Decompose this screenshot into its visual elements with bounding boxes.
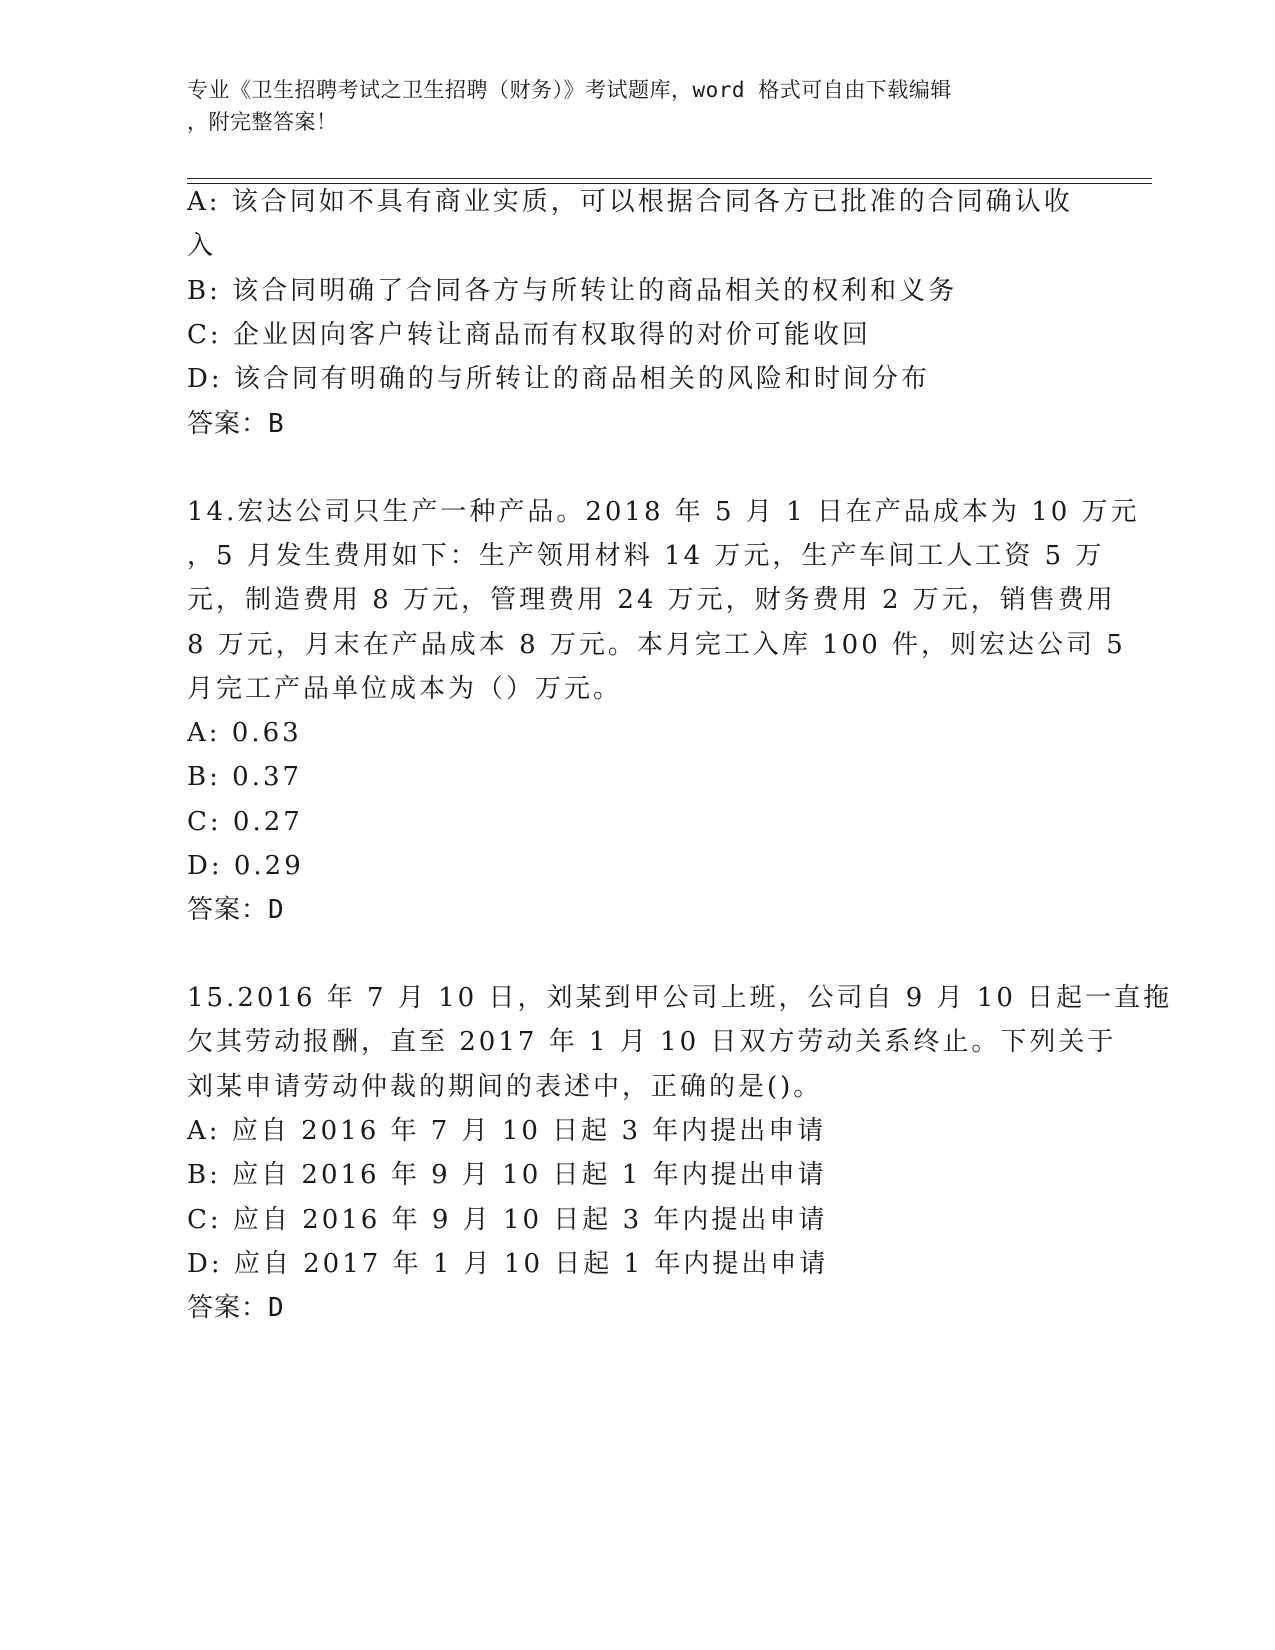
q13-option-d: D: 该合同有明确的与所转让的商品相关的风险和时间分布 [187, 364, 930, 394]
q14-answer: 答案：D [187, 895, 285, 925]
q13-option-b: B: 该合同明确了合同各方与所转让的商品相关的权利和义务 [187, 276, 958, 306]
header-line-1: 专业《卫生招聘考试之卫生招聘（财务）》考试题库，word 格式可自由下载编辑 [187, 78, 952, 102]
q14-option-b: B: 0.37 [187, 762, 303, 792]
q15-stem-line-1: 15.2016 年 7 月 10 日，刘某到甲公司上班，公司自 9 月 10 日起一直拖 [187, 983, 1173, 1013]
q14-stem-line-1: 14.宏达公司只生产一种产品。2018 年 5 月 1 日在产品成本为 10 万元 [187, 497, 1140, 527]
q15-answer: 答案：D [187, 1293, 285, 1323]
q14-stem-line-3: 元，制造费用 8 万元，管理费用 24 万元，财务费用 2 万元，销售费用 [187, 585, 1116, 615]
q13-option-a-line-2: 入 [187, 231, 217, 261]
q14-option-a: A: 0.63 [187, 718, 302, 748]
q14-stem-line-4: 8 万元，月末在产品成本 8 万元。本月完工入库 100 件，则宏达公司 5 [187, 630, 1126, 660]
q15-stem-line-2: 欠其劳动报酬，直至 2017 年 1 月 10 日双方劳动关系终止。下列关于 [187, 1027, 1117, 1057]
header-divider-top [187, 178, 1152, 179]
document-header [187, 74, 1087, 138]
q14-option-c: C: 0.27 [187, 807, 303, 837]
header-divider-bottom [187, 183, 1152, 184]
q15-option-c: C: 应自 2016 年 9 月 10 日起 3 年内提出申请 [187, 1205, 828, 1235]
q14-stem-line-2: ，5 月发生费用如下：生产领用材料 14 万元，生产车间工人工资 5 万 [187, 541, 1105, 571]
q14-option-d: D: 0.29 [187, 851, 304, 881]
q13-option-a-line-1: A: 该合同如不具有商业实质，可以根据合同各方已批准的合同确认收 [187, 187, 1073, 217]
q13-option-c: C: 企业因向客户转让商品而有权取得的对价可能收回 [187, 320, 871, 350]
header-line-2: ，附完整答案！ [187, 110, 338, 134]
q15-option-a: A: 应自 2016 年 7 月 10 日起 3 年内提出申请 [187, 1116, 827, 1146]
q13-answer: 答案：B [187, 409, 285, 439]
q15-option-b: B: 应自 2016 年 9 月 10 日起 1 年内提出申请 [187, 1160, 827, 1190]
q14-stem-line-5: 月完工产品单位成本为（）万元。 [187, 674, 623, 704]
q15-stem-line-3: 刘某申请劳动仲裁的期间的表述中，正确的是()。 [187, 1072, 823, 1102]
q15-option-d: D: 应自 2017 年 1 月 10 日起 1 年内提出申请 [187, 1249, 829, 1279]
